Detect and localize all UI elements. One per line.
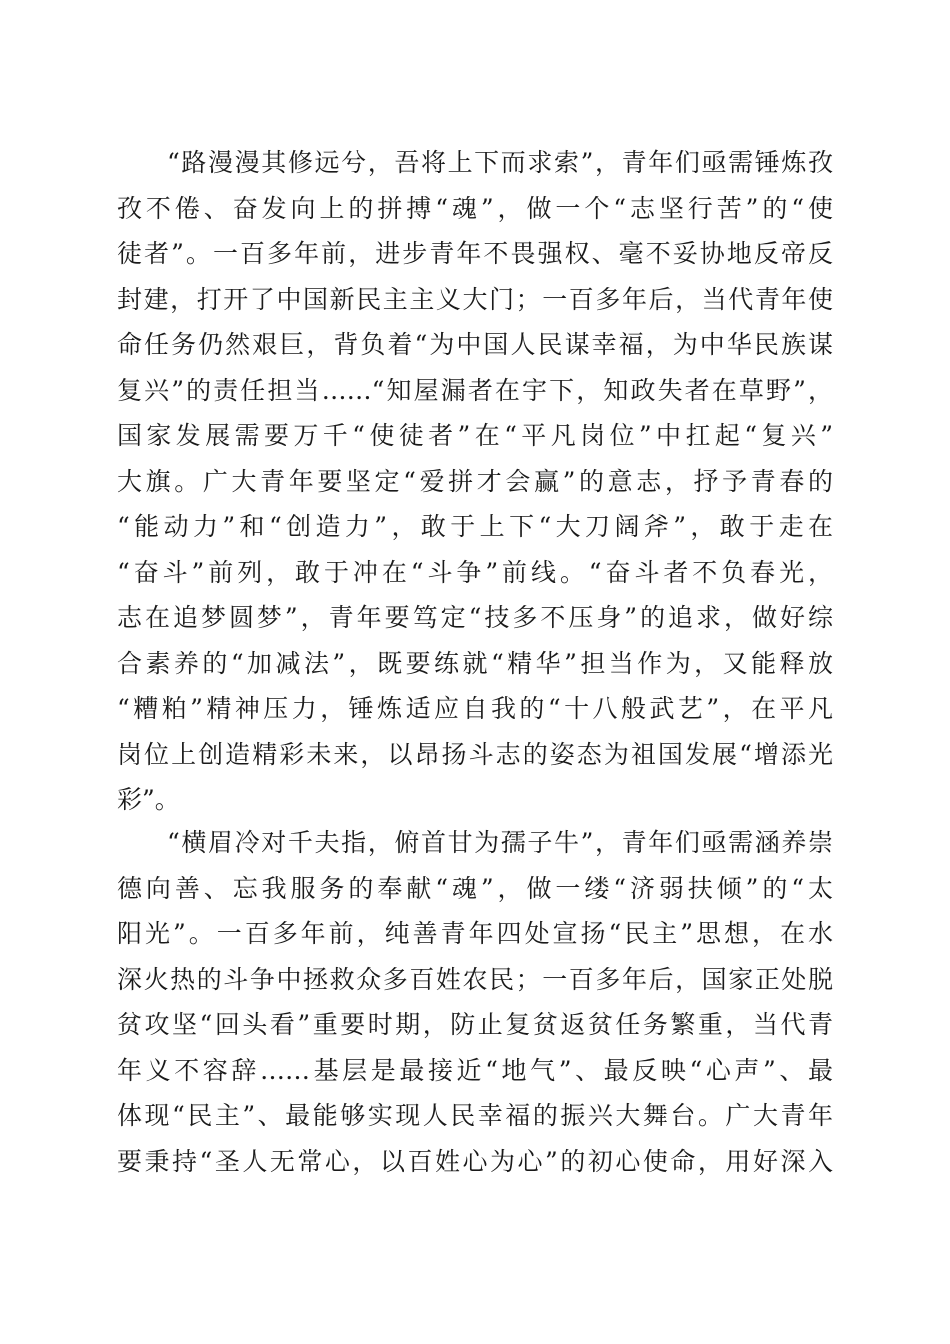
- paragraph-line: 国家发展需要万千“使徒者”在“平凡岗位”中扛起“复兴”: [117, 421, 833, 450]
- paragraph-line: 大旗。广大青年要坚定“爱拼才会赢”的意志，抒予青春的: [117, 466, 833, 496]
- paragraph-line: 彩”。: [117, 785, 180, 814]
- paragraph-line: 封建，打开了中国新民主主义大门；一百多年后，当代青年使: [117, 284, 833, 314]
- paragraph-line: 徒者”。一百多年前，进步青年不畏强权、毫不妥协地反帝反: [117, 239, 833, 268]
- paragraph-line: 体现“民主”、最能够实现人民幸福的振兴大舞台。广大青年: [117, 1101, 833, 1130]
- paragraph-line: 阳光”。一百多年前，纯善青年四处宣扬“民主”思想，在水: [117, 919, 833, 948]
- paragraph-line: “奋斗”前列，敢于冲在“斗争”前线。“奋斗者不负春光，: [117, 557, 833, 587]
- paragraph-line: 志在追梦圆梦”，青年要笃定“技多不压身”的追求，做好综: [117, 603, 833, 632]
- paragraph-line: 深火热的斗争中拯救众多百姓农民；一百多年后，国家正处脱: [117, 964, 833, 994]
- paragraph-1: [117, 140, 833, 823]
- paragraph-line: “路漫漫其修远兮，吾将上下而求索”，青年们亟需锤炼孜: [167, 148, 833, 177]
- paragraph-line: “能动力”和“创造力”，敢于上下“大刀阔斧”，敢于走在: [117, 512, 833, 541]
- paragraph-line: 年义不容辞……基层是最接近“地气”、最反映“心声”、最: [117, 1055, 833, 1085]
- paragraph-line: 岗位上创造精彩未来，以昂扬斗志的姿态为祖国发展“增添光: [117, 739, 833, 769]
- paragraph-line: 命任务仍然艰巨，背负着“为中国人民谋幸福，为中华民族谋: [117, 330, 833, 359]
- paragraph-line: 德向善、忘我服务的奉献“魂”，做一缕“济弱扶倾”的“太: [117, 873, 833, 903]
- paragraph-2: [117, 820, 833, 1184]
- paragraph-line: 孜不倦、奋发向上的拼搏“魂”，做一个“志坚行苦”的“使: [117, 193, 833, 223]
- paragraph-line: 贫攻坚“回头看”重要时期，防止复贫返贫任务繁重，当代青: [117, 1010, 833, 1039]
- paragraph-line: 要秉持“圣人无常心，以百姓心为心”的初心使命，用好深入: [117, 1146, 833, 1176]
- paragraph-line: 复兴”的责任担当……“知屋漏者在宇下，知政失者在草野”，: [117, 375, 833, 405]
- paragraph-line: 合素养的“加减法”，既要练就“精华”担当作为，又能释放: [117, 648, 833, 678]
- paragraph-line: “横眉冷对千夫指，俯首甘为孺子牛”，青年们亟需涵养崇: [167, 828, 833, 857]
- paragraph-line: “糟粕”精神压力，锤炼适应自我的“十八般武艺”，在平凡: [117, 694, 833, 723]
